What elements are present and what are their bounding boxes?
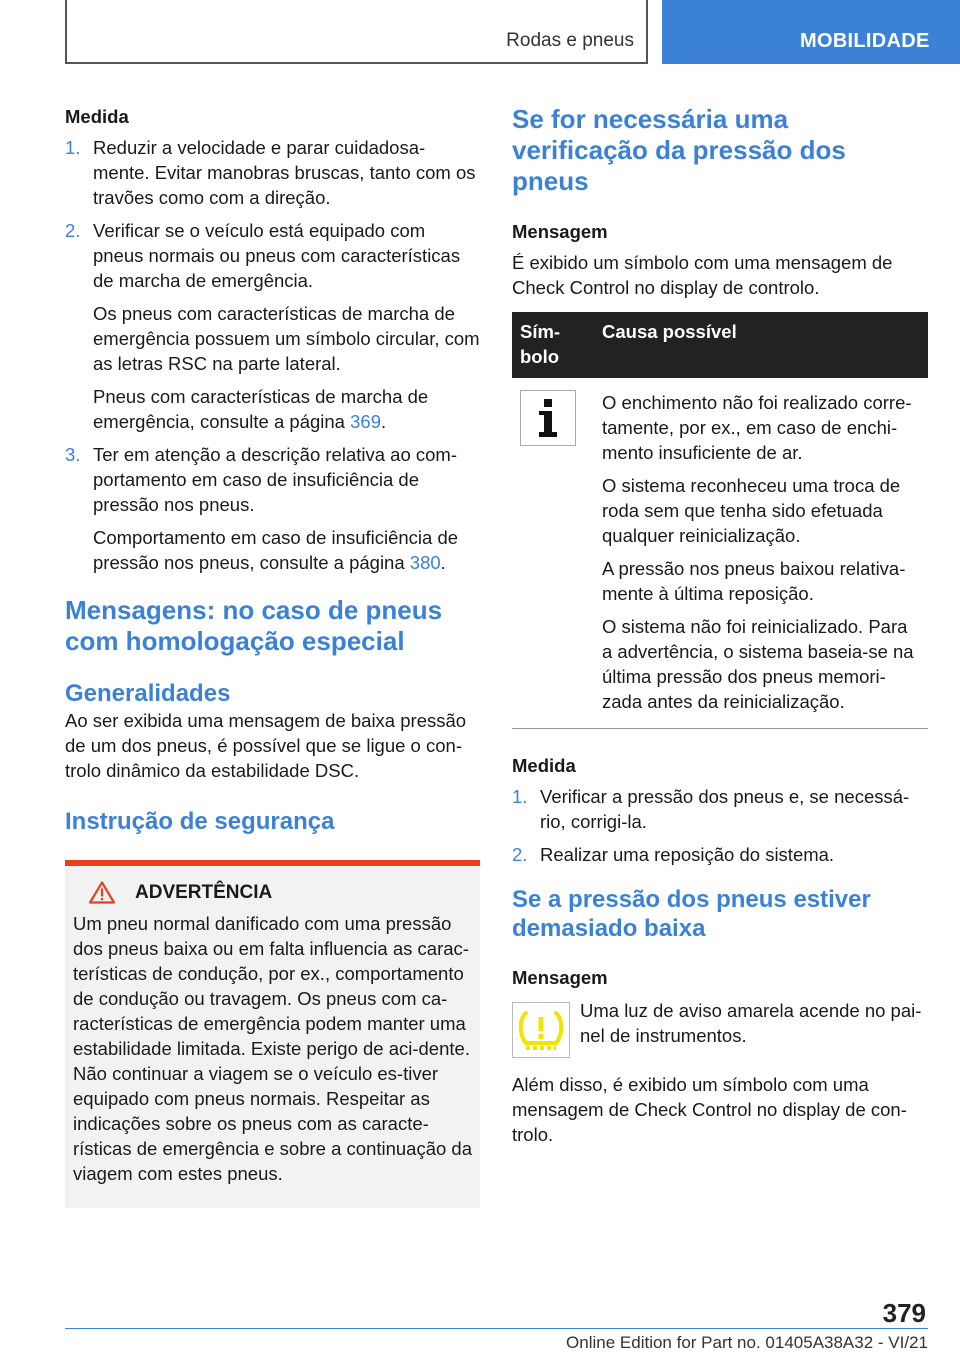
step-item	[512, 784, 928, 834]
reference-text: Pneus com características de marcha de emergência, consulte a página	[93, 386, 429, 432]
step-reference	[93, 384, 480, 434]
reference-text: Comportamento em caso de insuficiência de pressão nos pneus, consulte a página	[93, 527, 459, 573]
left-column	[65, 104, 480, 1208]
tire-pressure-warning-icon	[512, 1002, 570, 1058]
tab-mobilidade[interactable]	[662, 0, 960, 64]
step-number: 3.	[65, 444, 81, 465]
heading-general: Generalidades	[65, 680, 231, 707]
symbol-cell	[512, 378, 594, 729]
warning-text: Um pneu normal danificado com uma pressão dos pneus baixa ou em falta influencia as carac-terísticas de condução, por ex., comportamento de condução ou travagem. Os pneus com ca-racterísticas de emergência podem manter uma estabilidade limitada. Existe perigo de aci-dente. Não continuar a viagem se o veículo es-tiver equipado com pneus normais. Respeitar as indicações sobre os pneus com as caracte-rísticas de emergência e sobre a continuação da viagem com estes pneus.	[73, 913, 473, 1184]
measure-steps	[65, 135, 480, 575]
warning-lamp-row	[512, 998, 928, 1058]
step-number: 1.	[65, 137, 81, 158]
extra-text: Além disso, é exibido um símbolo com uma mensagem de Check Control no display de con-trolo.	[512, 1074, 907, 1145]
message-label: Mensagem	[512, 221, 608, 242]
page-link[interactable]: 369	[350, 411, 381, 432]
edition-text: Online Edition for Part no. 01405A38A32 - VI/21	[566, 1333, 928, 1352]
step-text: Ter em atenção a descrição relativa ao com-portamento em caso de insuficiência de pressão nos pneus.	[93, 444, 458, 515]
step-text: Verificar a pressão dos pneus e, se necessá-rio, corrigi-la.	[540, 786, 910, 832]
reference-end: .	[440, 552, 446, 573]
message-label: Mensagem	[512, 967, 608, 988]
step-item	[65, 218, 480, 434]
section-title: Rodas e pneus	[506, 30, 634, 51]
message-text: É exibido um símbolo com uma mensagem de Check Control no display de controlo.	[512, 252, 893, 298]
cause-text: O sistema reconheceu uma troca de roda sem que tenha sido efetuada qualquer reinicialização.	[602, 475, 901, 546]
column-header-symbol: Sím-bolo	[512, 312, 594, 378]
tab-label: MOBILIDADE	[800, 30, 930, 52]
reference-end: .	[381, 411, 387, 432]
heading-messages: Mensagens: no caso de pneus com homologação especial	[65, 595, 443, 656]
measure-steps	[512, 784, 928, 867]
measure-label: Medida	[512, 755, 576, 776]
cause-cell	[594, 378, 928, 729]
heading-check-pressure: Se for necessária uma verificação da pressão dos pneus	[512, 104, 846, 196]
info-icon	[520, 390, 576, 446]
step-item	[512, 842, 928, 867]
step-reference	[93, 525, 480, 575]
warning-box	[65, 860, 480, 1208]
warning-title: ADVERTÊNCIA	[135, 882, 273, 903]
cause-text: O sistema não foi reinicializado. Para a advertência, o sistema baseia-se na última pressão dos pneus memori-zada antes da reinicialização.	[602, 616, 914, 712]
step-text: Verificar se o veículo está equipado com pneus normais ou pneus com características de marcha de emergência.	[93, 220, 461, 291]
heading-low-pressure: Se a pressão dos pneus estiver demasiado baixa	[512, 886, 871, 942]
page-number: 379	[882, 1298, 926, 1328]
step-text: Os pneus com características de marcha de emergência possuem um símbolo circular, com as letras RSC na parte lateral.	[93, 303, 480, 374]
step-number: 1.	[512, 786, 528, 807]
table-header-row	[512, 312, 928, 378]
right-column	[512, 104, 928, 1147]
step-item	[65, 135, 480, 210]
cause-text: A pressão nos pneus baixou relativa-mente à última reposição.	[602, 558, 906, 604]
general-text: Ao ser exibida uma mensagem de baixa pressão de um dos pneus, é possível que se ligue o con-trolo dinâmico da estabilidade DSC.	[65, 710, 467, 781]
heading-safety: Instrução de segurança	[65, 808, 335, 835]
warning-triangle-icon	[89, 881, 115, 904]
step-text: Realizar uma reposição do sistema.	[540, 844, 835, 865]
page-link[interactable]: 380	[409, 552, 441, 573]
step-number: 2.	[512, 844, 528, 865]
column-header-cause: Causa possível	[594, 312, 928, 378]
measure-label: Medida	[65, 106, 129, 127]
table-row	[512, 378, 928, 729]
footer-divider	[65, 1328, 928, 1329]
cause-text: O enchimento não foi realizado corre-tamente, por ex., em caso de enchi-mento insuficiente de ar.	[602, 392, 912, 463]
lamp-text: Uma luz de aviso amarela acende no pai-nel de instrumentos.	[580, 1000, 922, 1046]
step-number: 2.	[65, 220, 81, 241]
warning-header	[73, 880, 472, 905]
step-item	[65, 442, 480, 575]
cause-table	[512, 312, 928, 729]
step-text: Reduzir a velocidade e parar cuidadosa-mente. Evitar manobras bruscas, tanto com os travões como com a direção.	[93, 137, 476, 208]
